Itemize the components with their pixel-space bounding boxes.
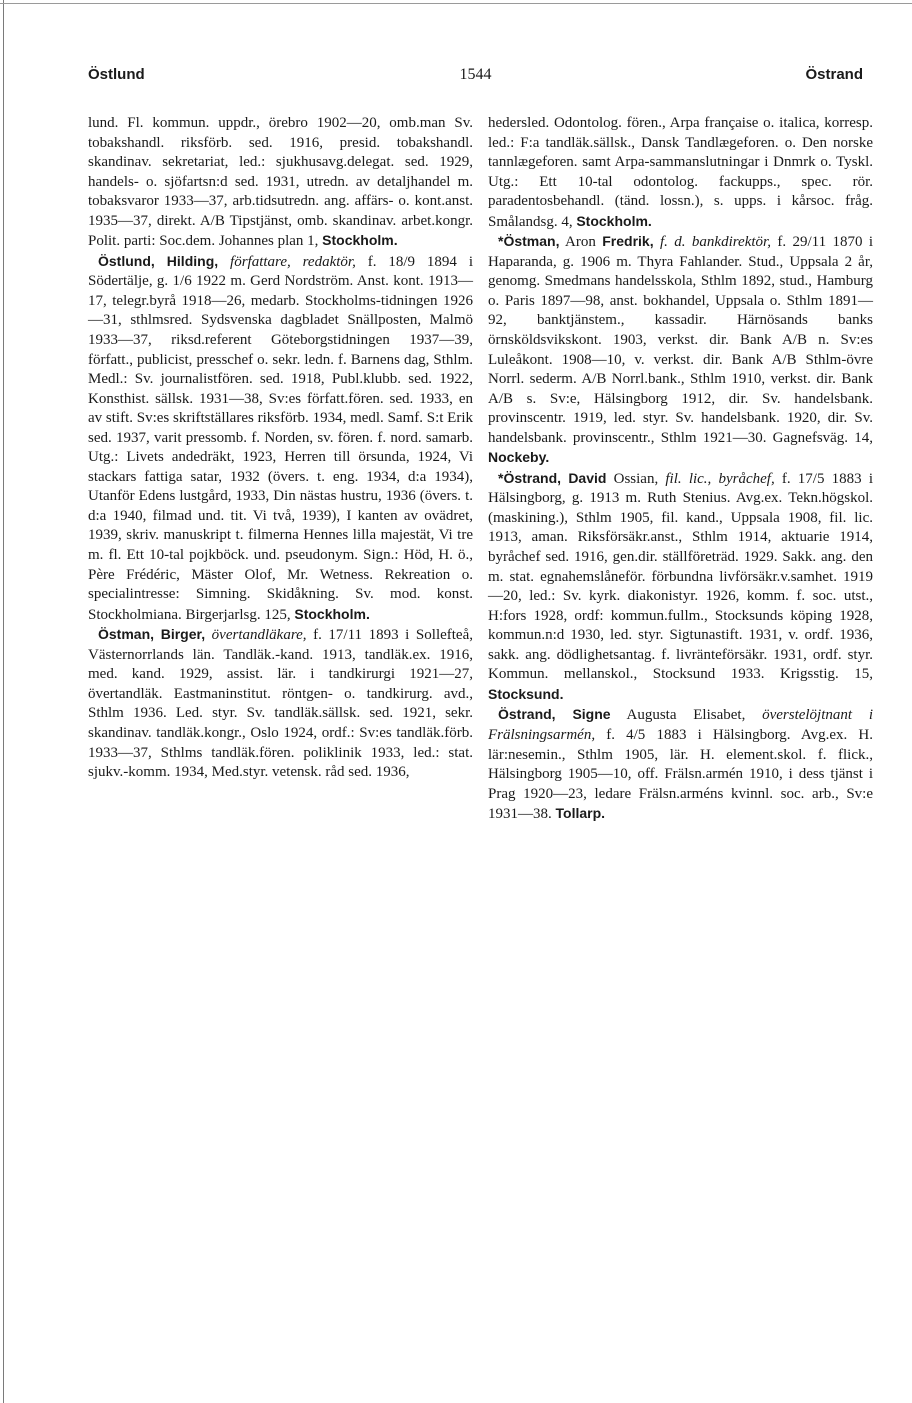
left-column	[88, 114, 473, 783]
entry-text: f. 17/11 1893 i Sollefteå, Västernorrlands län. Tandläk.-kand. 1913, tandläk.ex. 1916, med. kand. 1929, assist. lär. i tandkirurgi 1921—27, övertandläk. Eastmaninstitut. röntgen- o. tandkirurg. avd., Sthlm 1936. Led. styr. Sv. tandläk.sällsk. sed. 1921, sekr. skandinav. tandläk.kongr., Oslo 1924, ordf.: Sv:es tandläk.förb. 1933—37, Sthlms tandläk.fören. poliklinik 1933, led.: stat. sjukv.-komm. 1934, Med.styr. vetensk. råd sed. 1936,	[88, 627, 473, 781]
header-right-keyword: Östrand	[805, 66, 863, 83]
entry-place: Nockeby.	[488, 449, 550, 466]
entry-ostman-birger	[88, 625, 473, 782]
entry-title: f. d. bankdirektör,	[660, 234, 771, 251]
entry-text: f. 29/11 1870 i Haparanda, g. 1906 m. Thyra Fahlander. Stud., Uppsala 2 år, genomg. Smedmans handelsskola, Sthlm 1892, stud., Hamburg o. Paris 1897—98, anst. bokhandel, Uppsala o. Sthlm 1891—92, banktjänstem., kassadir. Härnösands banks örnsköldsvikskont. 1903, verkst. dir. Bank A/B n. Sv:es Luleåkont. 1908—10, v. verkst. dir. Bank A/B Sthlm-övre Norrl. sederm. A/B Norrl.bank., Sthlm 1910, verkst. dir. Bank A/B s. Sv:e, Hälsingborg 1912, dir. Sv. handelsbank. provinscentr. 1919, led. styr. Sv. handelsbank. 1920, dir. Sv. handelsbank. provinscentr., Sthlm 1921—30. Gagnefsväg. 14,	[488, 234, 874, 446]
entry-text: f. 17/5 1883 i Hälsingborg, g. 1913 m. Ruth Stenius. Avg.ex. Tekn.högskol. (maskining.), Sthlm 1905, fil. kand., Uppsala 1908, fil. lic. 1913, aman. Riksförsäkr.anst., Sthlm 1914, aktuarie 1914, byråchef sed. 1916, gen.dir. ställföreträd. 1929. Sakk. ang. den m. stat. egnahemslåneför. förbundna livförsäkr.v.samhet. 1919—20, led.: Sv. kyrk. diakonistyr. 1926, komm. f. soc. utst., H:fors 1928, ordf: kommun.fullm., Stocksunds köping 1928, kommun.n:d 1930, led. styr. Sigtunastift. 1931, v. ordf. 1936, sakk. ang. dödlighetsantag. f. livränteförsäkr. 1931, ordf. styr. Kommun. mellanskol., Stocksund 1933. Krigsstig. 15,	[488, 470, 873, 683]
entry-ostlund-continued	[88, 114, 473, 252]
entry-place: Stockholm.	[294, 605, 370, 622]
entry-name: *Östrand, David	[498, 469, 607, 486]
page-number: 1544	[459, 66, 492, 83]
entry-name: Östlund, Hilding,	[98, 252, 219, 269]
entry-name: *Östman,	[498, 233, 560, 250]
entry-ostrand-david	[488, 469, 873, 706]
entry-text: hedersled. Odontolog. fören., Arpa française o. italica, korresp. led.: F:a tandläk.sällsk., Dansk Tandlægeforen. o. Den norske tannlægeforen. samt Arpa-sammanslutningar i Dnmrk o. Tyskl. Utg.: Ett 10-tal odontolog. fackupps., spec. rör. paradentosbehandl. (tänd. lossn.), s. upps. i kårsoc. fråg. Smålandsg. 4,	[488, 115, 873, 230]
entry-title: författare, redaktör,	[230, 253, 356, 270]
entry-place: Stockholm.	[322, 232, 398, 249]
entry-text: lund. Fl. kommun. uppdr., örebro 1902—20, omb.man Sv. tobakshandl. riksförb. sed. 1916, presid. tobakshandl. skandinav. sekretariat, led.: sjukhusavg.delegat. sed. 1929, handels- o. sjöfartsn:d sed. 1931, utredn. av detaljhandel m. tobaksvaror 1933—37, arb.tidsutredn. ang. affärs- o. kont.anst. 1935—37, direkt. A/B Tipstjänst, omb. skandinav. arbet.kongr. Polit. parti: Soc.dem. Johannes plan 1,	[88, 115, 473, 250]
entry-ostrand-signe	[488, 705, 873, 824]
entry-name: Östrand, Signe	[498, 706, 611, 723]
entry-title: överstelöjtnant i Frälsningsarmén,	[488, 707, 873, 743]
entry-place: Stocksund.	[488, 685, 564, 702]
entry-place: Stockholm.	[576, 212, 652, 229]
entry-text: f. 4/5 1883 i Hälsingborg. Avg.ex. H. lär:nesemin., Sthlm 1905, lär. H. element.skol. f. flick., Hälsingborg 1905—10, off. Frälsn.armén 1910, i dess tjänst i Prag 1920—23, ledare Frälsn.arméns kvinnl. soc. arb., Sv:e 1931—38.	[488, 726, 873, 823]
header-left-keyword: Östlund	[88, 66, 145, 83]
entry-given-names: Ossian,	[606, 470, 666, 487]
entry-ostman-birger-continued	[488, 114, 873, 232]
entry-given-names: Augusta Elisabet,	[610, 707, 763, 724]
page-header	[88, 66, 863, 90]
entry-name-called: Fredrik,	[602, 233, 654, 250]
entry-name: Östman, Birger,	[98, 626, 206, 643]
entry-title: övertandläkare,	[211, 627, 307, 644]
entry-ostman-fredrik	[488, 232, 873, 469]
right-column	[488, 114, 873, 825]
entry-given-names: Aron	[559, 234, 603, 251]
entry-text: f. 18/9 1894 i Södertälje, g. 1/6 1922 m. Gerd Nordström. Anst. kont. 1913—17, telegr.byrå 1918—26, medarb. Stockholms-tidningen 1926—31, sthlmsred. Sydsvenska dagbladet Snällposten, Malmö 1933—37, riksd.referent Göteborgstidningen 1937—39, författ., publicist, presschef o. sekr. ledn. f. Barnens dag, Sthlm. Medl.: Sv. journalistfören. sed. 1918, Publ.klubb. sed. 1922, Konsthist. sällsk. 1931—38, Sv:es författ.fören. sed. 1933, en av stift. Sv:es skriftställares riksförb. 1934, medl. Samf. S:t Erik sed. 1937, varit pressomb. f. Norden, sv. fören. f. nord. samarb. Utg.: Livets andedräkt, 1923, Herren till örsunda, 1924, Vi stackars fattiga satar, 1932 (övers. t. eng. 1934, d:a 1934), Utanför Edens lustgård, 1933, Din nästas hustru, 1936 (övers. t. d:a 1940, filmad und. tit. Vi två, 1939), I kanten av ovädret, 1939, skriv. manuskript t. filmerna Hennes lilla majestät, Vi tre m. fl. Ett 10-tal pojkböck. und. pseudonym. Sign.: Höd, H. ö., Père Frédéric, Mäster Olof, Mr. Wetness. Rekreation o. specialintresse: Simning. Skidåkning. Sv. mod. konst. Stockholmiana. Birgerjarlsg. 125,	[88, 253, 473, 623]
entry-place: Tollarp.	[555, 805, 606, 822]
entry-title: fil. lic., byråchef,	[665, 470, 775, 487]
entry-ostlund-hilding	[88, 252, 473, 625]
scan-edge-left	[3, 0, 4, 1403]
scan-edge-top	[0, 3, 912, 4]
